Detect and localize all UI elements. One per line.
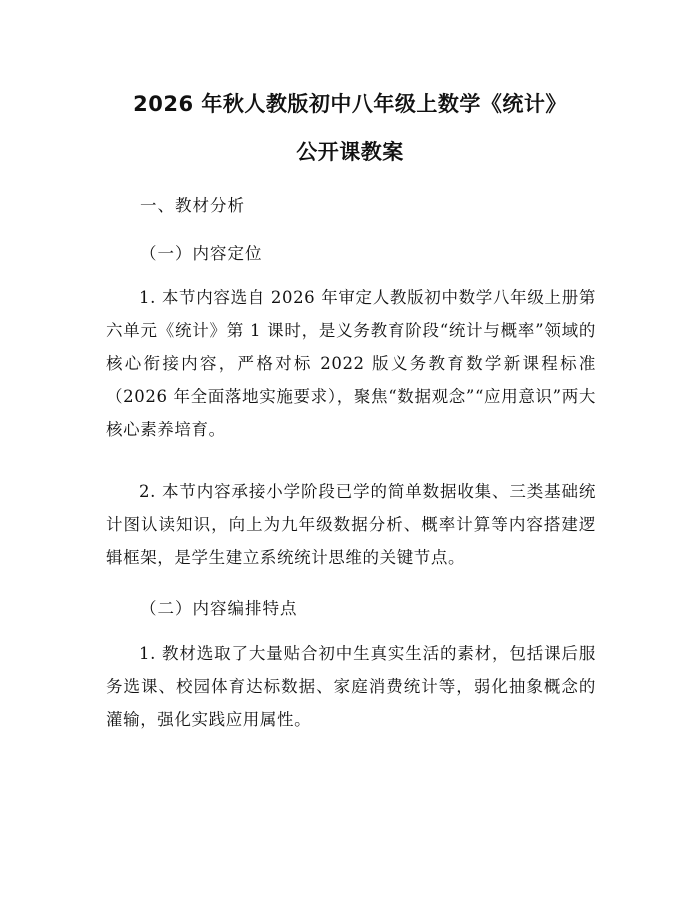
subsection-heading-content-positioning: （一）内容定位 — [140, 244, 263, 263]
section-heading-textbook-analysis: 一、教材分析 — [140, 196, 245, 215]
paragraph-positioning-1: 1. 本节内容选自 2026 年审定人教版初中数学八年级上册第六单元《统计》第 1 课时，是义务教育阶段“统计与概率”领域的核心衔接内容，严格对标 2022 版义务教育数学新课程标准（2026 年全面落地实施要求），聚焦“数据观念”“应用意识”两大核心素养培育。 — [106, 288, 596, 439]
subsection-heading-content-arrangement: （二）内容编排特点 — [140, 599, 298, 618]
paragraph-positioning-2: 2. 本节内容承接小学阶段已学的简单数据收集、三类基础统计图认读知识，向上为九年级数据分析、概率计算等内容搭建逻辑框架，是学生建立系统统计思维的关键节点。 — [106, 482, 596, 567]
paragraph-arrangement-1: 1. 教材选取了大量贴合初中生真实生活的素材，包括课后服务选课、校园体育达标数据、家庭消费统计等，弱化抽象概念的灌输，强化实践应用属性。 — [106, 644, 596, 729]
document-title-line1: 2026 年秋人教版初中八年级上数学《统计》 — [133, 92, 567, 116]
document-title-line2: 公开课教案 — [296, 140, 404, 164]
